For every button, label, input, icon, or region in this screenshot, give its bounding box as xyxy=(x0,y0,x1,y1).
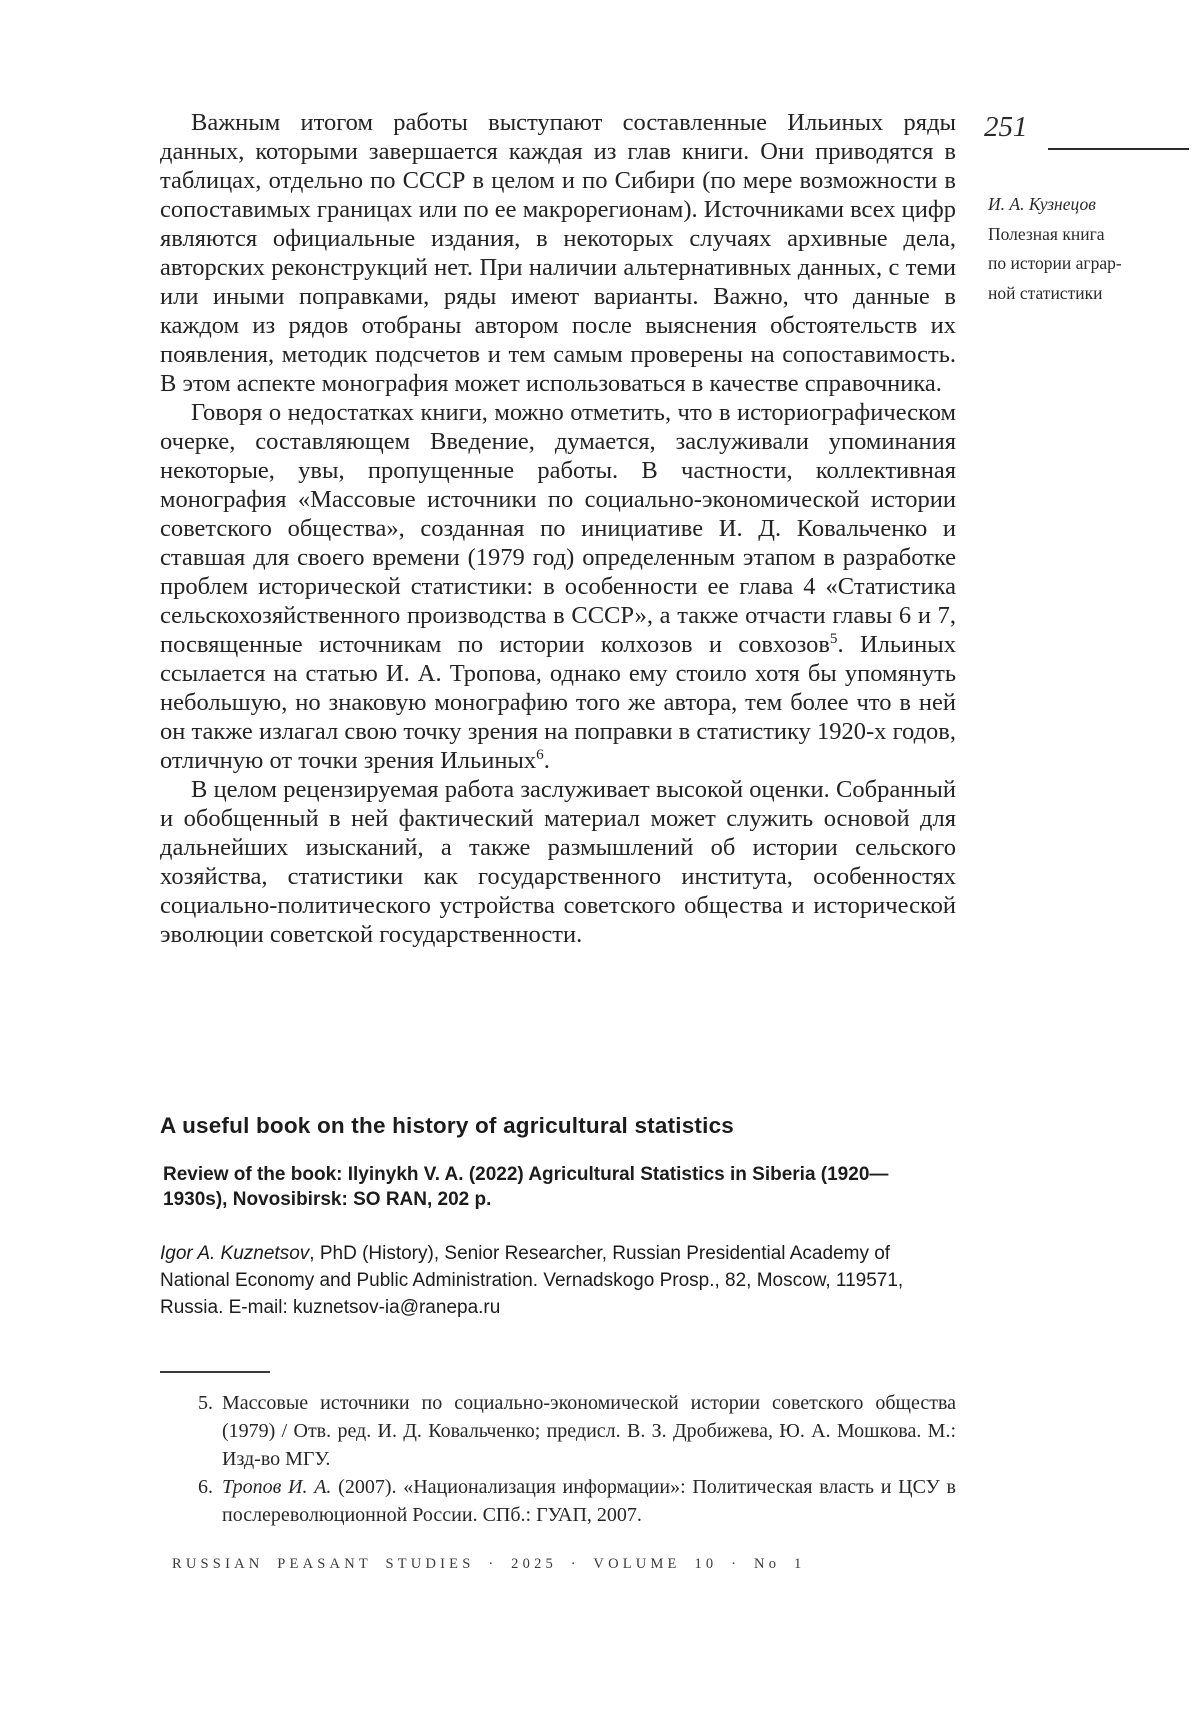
english-author-details: , PhD (History), Senior Researcher, Russian Presidential Academy of National Economy and Public Administration. Vernadskogo Prosp., 82, Moscow, 119571, Russia. E-mail: kuznetsov-ia@ranepa.ru xyxy=(160,1243,904,1318)
footnote-text: Массовые источники по социально-экономической истории советского общества (1979) / Отв. ред. И. Д. Ковальченко; предисл. В. З. Дробижева, Ю. А. Мошкова. М.: Изд-во МГУ. xyxy=(222,1392,956,1470)
journal-footer: RUSSIAN PEASANT STUDIES · 2025 · VOLUME 10 · No 1 xyxy=(172,1556,806,1572)
english-author-info xyxy=(160,1240,950,1321)
footnote-marker: 5 xyxy=(829,629,838,647)
footnote-divider xyxy=(160,1371,270,1373)
footnote xyxy=(160,1473,956,1529)
footnote-marker: 6 xyxy=(536,745,544,763)
sidebar-title-line: по истории аграр- xyxy=(988,253,1122,273)
page-number: 251 xyxy=(984,111,1028,143)
sidebar-author: И. А. Кузнецов xyxy=(988,194,1096,214)
english-section xyxy=(160,1112,960,1321)
sidebar-title-line: ной статистики xyxy=(988,282,1103,303)
english-author-name: Igor A. Kuznetsov xyxy=(160,1243,310,1264)
body-paragraphs xyxy=(160,108,956,949)
sidebar xyxy=(988,190,1198,308)
footnotes-list xyxy=(160,1389,956,1529)
sidebar-title-line: Полезная книга xyxy=(988,223,1105,244)
header-rule xyxy=(1048,148,1189,150)
english-review-reference: Review of the book: Ilyinykh V. A. (2022) Agricultural Statistics in Siberia (1920—1930s), Novosibirsk: SO RAN, 202 p. xyxy=(163,1164,889,1210)
italic-text: Тропов И. А. xyxy=(222,1476,332,1498)
english-heading: A useful book on the history of agricultural statistics xyxy=(160,1113,734,1138)
body-paragraph: Говоря о недостатках книги, можно отметить, что в историографическом очерке, составляющем Введение, думается, заслуживали упоминания некоторые, увы, пропущенные работы. В частности, коллективная монография «Массовые источники по социально-экономической истории советского общества», созданная по инициативе И. Д. Ковальченко и ставшая для своего времени (1979 год) определенным этапом в разработке проблем исторической статистики: в особенности ее глава 4 «Статистика сельскохозяйственного производства в СССР», а также отчасти главы 6 и 7, посвященные источникам по истории колхозов и совхозов$^5$. Ильиных ссылается на статью И. А. Тропова, однако ему стоило хотя бы упомянуть небольшую, но знаковую монографию того же автора, тем более что в ней он также излагал свою точку зрения на поправки в статистику 1920-х годов, отличную от точки зрения Ильиных$^6$. xyxy=(160,399,956,774)
footnote-number: 5. xyxy=(198,1392,213,1414)
footnote-text: Тропов И. А. (2007). «Национализация информации»: Политическая власть и ЦСУ в послереволюционной России. СПб.: ГУАП, 2007. xyxy=(222,1476,957,1526)
sidebar-title xyxy=(988,220,1198,309)
footnote-number: 6. xyxy=(198,1476,213,1498)
body-paragraph: Важным итогом работы выступают составленные Ильиных ряды данных, которыми завершается каждая из глав книги. Они приводятся в таблицах, отдельно по СССР в целом и по Сибири (по мере возможности в сопоставимых границах или по ее макрорегионам). Источниками всех цифр являются официальные издания, в некоторых случаях архивные дела, авторских реконструкций нет. При наличии альтернативных данных, с теми или иными поправками, ряды имеют варианты. Важно, что данные в каждом из рядов отобраны автором после выяснения обстоятельств их появления, методик подсчетов и тем самым проверены на сопоставимость. В этом аспекте монография может использоваться в качестве справочника. xyxy=(160,109,956,397)
footnote xyxy=(160,1389,956,1473)
body-paragraph: В целом рецензируемая работа заслуживает высокой оценки. Собранный и обобщенный в ней фактический материал может служить основой для дальнейших изысканий, а также размышлений об истории сельского хозяйства, статистики как государственного института, особенностях социально-политического устройства советского общества и исторической эволюции советской государственности. xyxy=(160,776,956,948)
